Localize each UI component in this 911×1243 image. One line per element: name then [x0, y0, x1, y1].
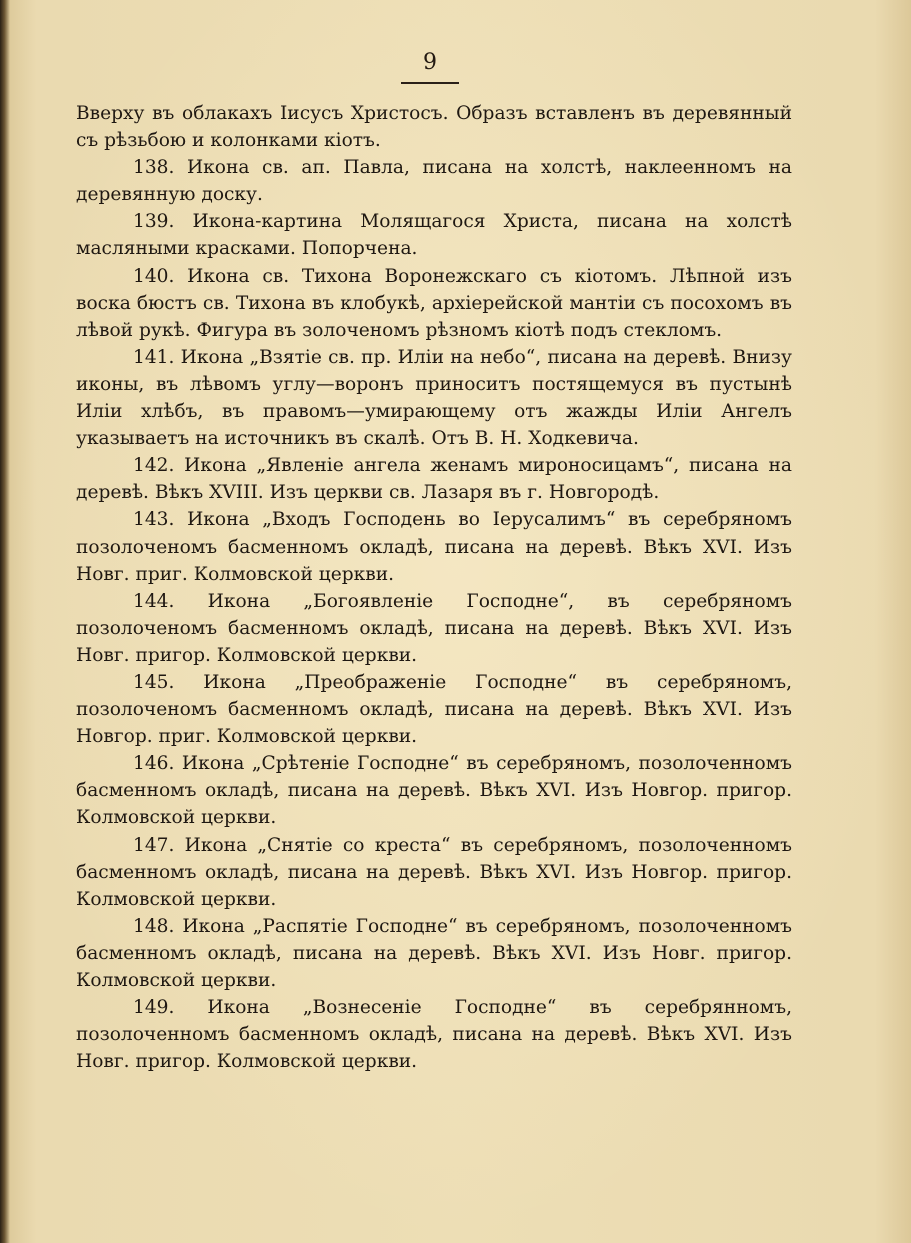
page-number-rule [401, 82, 459, 84]
catalog-entry-142: 142. Икона „Явленіе ангела женамъ мироносицамъ“, писана на деревѣ. Вѣкъ XVIII. Изъ церкви св. Лазаря въ г. Новгородѣ. [76, 455, 792, 504]
catalog-entry-144: 144. Икона „Богоявленіе Господне“, въ серебряномъ позолоченомъ басменномъ окладѣ, писана на деревѣ. Вѣкъ XVI. Изъ Новг. пригор. Колмовской церкви. [76, 590, 792, 666]
binding-edge [0, 0, 10, 1243]
catalog-entry-148: 148. Икона „Распятіе Господне“ въ серебряномъ, позолоченномъ басменномъ окладѣ, писана на деревѣ. Вѣкъ XVI. Изъ Новг. пригор. Колмовской церкви. [76, 915, 792, 991]
catalog-entry-continuation: Вверху въ облакахъ Іисусъ Христосъ. Образъ вставленъ въ деревянный съ рѣзьбою и колонками кіотъ. [76, 103, 792, 152]
page-number: 9 [423, 50, 437, 75]
catalog-entry-149: 149. Икона „Вознесеніе Господне“ въ серебрянномъ, позолоченномъ басменномъ окладѣ, писана на деревѣ. Вѣкъ XVI. Изъ Новг. пригор. Колмовской церкви. [76, 997, 792, 1073]
catalog-entry-145: 145. Икона „Преображеніе Господне“ въ серебряномъ, позолоченомъ басменномъ окладѣ, писана на деревѣ. Вѣкъ XVI. Изъ Новгор. приг. Колмовской церкви. [76, 671, 792, 748]
catalog-entry-146: 146. Икона „Срѣтеніе Господне“ въ серебряномъ, позолоченномъ басменномъ окладѣ, писана на деревѣ. Вѣкъ XVI. Изъ Новгор. пригор. Колмовской церкви. [76, 753, 792, 829]
catalog-entry-141: 141. Икона „Взятіе св. пр. Иліи на небо“, писана на деревѣ. Внизу иконы, въ лѣвомъ углу—воронъ приноситъ постящемуся въ пустынѣ Иліи хлѣбъ, въ правомъ—умирающему отъ жажды Иліи Ангелъ указываетъ на источникъ въ скалѣ. Отъ В. Н. Ходкевича. [76, 346, 792, 450]
page-header [395, 50, 465, 84]
catalog-entry-140: 140. Икона св. Тихона Воронежскаго съ кіотомъ. Лѣпной изъ воска бюстъ св. Тихона въ клобукѣ, архіерейской мантіи съ посохомъ въ лѣвой рукѣ. Фигура въ золоченомъ рѣзномъ кіотѣ подъ стекломъ. [76, 265, 792, 341]
catalog-entry-139: 139. Икона-картина Молящагося Христа, писана на холстѣ масляными красками. Попорчена. [76, 211, 792, 260]
catalog-entry-143: 143. Икона „Входъ Господень во Іерусалимъ“ въ серебряномъ позолоченомъ басменномъ окладѣ, писана на деревѣ. Вѣкъ XVI. Изъ Новг. приг. Колмовской церкви. [76, 509, 792, 585]
catalog-text [76, 100, 792, 1075]
catalog-entry-147: 147. Икона „Снятіе со креста“ въ серебряномъ, позолоченномъ басменномъ окладѣ, писана на деревѣ. Вѣкъ XVI. Изъ Новгор. пригор. Колмовской церкви. [76, 834, 792, 910]
catalog-entry-138: 138. Икона св. ап. Павла, писана на холстѣ, наклеенномъ на деревянную доску. [76, 157, 792, 206]
